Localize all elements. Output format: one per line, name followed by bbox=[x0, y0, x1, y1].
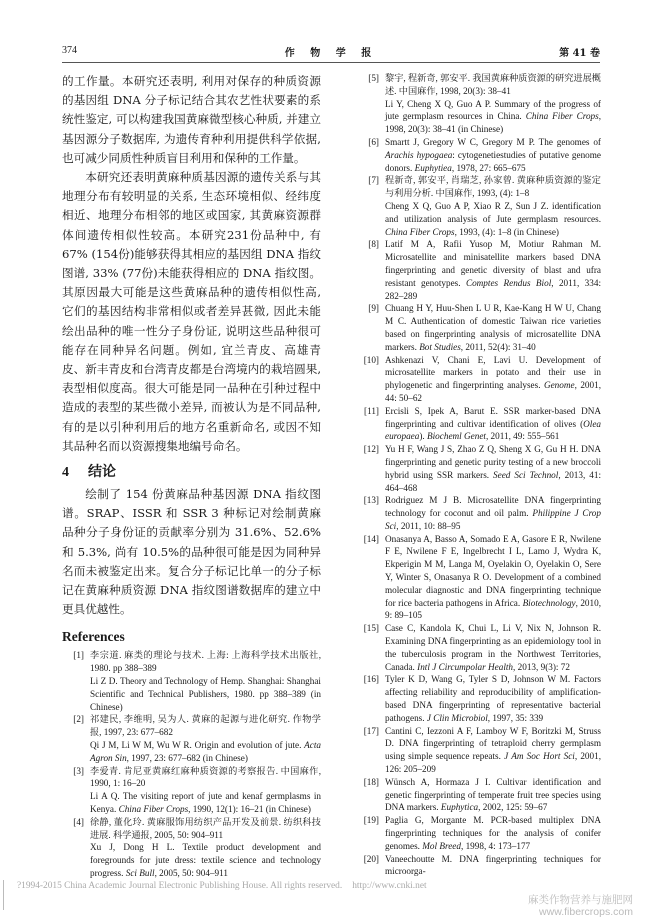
reference-number: [2] bbox=[73, 714, 84, 725]
reference-chinese: 李宗道. 麻类的理论与技术. 上海: 上海科学技术出版社, 1980. pp 388–389 bbox=[90, 650, 321, 674]
reference-number: [12] bbox=[363, 444, 379, 455]
reference-italic: J Clin Microbiol bbox=[426, 712, 488, 723]
reference-text: Qi J M, Li W M, Wu W R. Origin and evolution of jute. bbox=[90, 740, 305, 751]
reference-english bbox=[385, 405, 601, 443]
reference-body bbox=[385, 443, 601, 494]
reference-text: , 1997, 23: 677–682 (in Chinese) bbox=[126, 752, 248, 763]
reference-italic: Acta Agron Sin bbox=[90, 740, 321, 763]
reference-chinese: 李爱青. 肯尼亚黄麻红麻种质资源的考察报告. 中国麻作, 1990, 1: 16–20 bbox=[90, 765, 321, 789]
references-heading: References bbox=[62, 629, 125, 645]
reference-body bbox=[385, 405, 601, 443]
reference-number: [7] bbox=[368, 175, 379, 186]
reference-english bbox=[90, 739, 321, 765]
reference-text: Tyler K D, Wang G, Tyler S D, Johnson W M. Factors affecting reliability and reproducibility of amplification-based DNA fingerprinting of representative bacterial pathogens. bbox=[385, 674, 601, 723]
reference-text: Yu H F, Wang J S, Zhao Z Q, Sheng X G, Gu H H. DNA fingerprinting and genetic purity testing of a new broccoli hybrid using SSR markers. bbox=[385, 444, 601, 480]
reference-number: [6] bbox=[368, 136, 379, 147]
reference-item bbox=[357, 494, 601, 532]
reference-number: [14] bbox=[363, 533, 379, 544]
reference-italic: Seed Sci Technol bbox=[493, 469, 559, 480]
volume-label: 第 41 卷 bbox=[559, 48, 600, 59]
reference-text: Smartt J, Gregory W C, Gregory M P. The genomes of bbox=[385, 136, 601, 147]
reference-text: Cantini C, Iezzoni A F, Lamboy W F, Boritzki M, Struss D. DNA fingerprinting of tetraploid cherry germplasm using simple sequence repeats. bbox=[385, 725, 601, 762]
reference-english bbox=[385, 238, 601, 302]
reference-number: [19] bbox=[363, 815, 379, 826]
body-paragraph: 本研究还表明黄麻种质基因源的遗传关系与其地理分布有较明显的关系, 生态环境相似、经纬度相近、地理分布相邻的地区或国家, 其黄麻资源群体间遗传相似性较高。本研究231份品种中, 有67% (154份)能够获得其相应的基因组 DNA 指纹图谱, 33% (77份)未能获得相应的 DNA 指纹图。其原因最大可能是这些黄麻品种的遗传相似性高, 它们的基因结构非常相似或者差异甚微, 因此未能绘出品种的唯一性分子身份证, 说明这些品种很可能存在同种异名问题。例如, 宜兰青皮、高雄青皮、新丰青皮和台湾青皮都是台湾境内的栽培圆果, 表型相似度高。很大可能是同一品种在引种过程中造成的表型的某些微小差异, 而被认为是不同品种, 有的是以引种利用后的地方名重新命名, 或因不知其品种名而以资源搜集地编号命名。 bbox=[62, 170, 321, 453]
reference-number: [17] bbox=[363, 725, 379, 736]
reference-italic: Euphytiea bbox=[414, 162, 452, 173]
reference-english bbox=[385, 533, 601, 623]
reference-text: , 2011, 52(4): 31–40 bbox=[460, 341, 536, 352]
reference-text: Ashkenazi V, Chani E, Lavi U. Development of microsatellite markers in potato and their use in phylogenetic and fingerprinting analyses. bbox=[385, 354, 601, 391]
footer-copyright bbox=[17, 881, 427, 892]
reference-english bbox=[385, 494, 601, 532]
reference-text: , 2002, 125: 59–67 bbox=[478, 802, 548, 813]
reference-english bbox=[385, 853, 601, 879]
page-edge-line bbox=[3, 880, 4, 910]
reference-italic: Olea europaea bbox=[385, 418, 601, 442]
reference-number: [1] bbox=[73, 650, 84, 661]
reference-item bbox=[62, 816, 321, 880]
section-heading bbox=[62, 462, 321, 483]
reference-body bbox=[90, 765, 321, 816]
reference-text: Wünsch A, Hormaza J I. Cultivar identification and genetic fingerprinting of temperate fruit tree species using DNA markers. bbox=[385, 776, 601, 813]
reference-text: , 2011, 49: 555–561 bbox=[485, 431, 560, 442]
reference-item bbox=[357, 533, 601, 623]
reference-text: Cheng X Q, Guo A P, Xiao R Z, Sun J Z. identification and utilization analysis of Jute germplasm resources. bbox=[385, 200, 601, 224]
reference-text: Paglia G, Morgante M. PCR-based multiplex DNA fingerprinting techniques for the analysis of conifer genomes. bbox=[385, 815, 601, 851]
reference-italic: Euphytica bbox=[440, 802, 479, 813]
reference-number: [13] bbox=[363, 495, 379, 506]
reference-body bbox=[90, 713, 321, 764]
reference-english bbox=[385, 200, 601, 238]
reference-italic: Genome bbox=[543, 380, 575, 391]
reference-body bbox=[385, 814, 601, 852]
reference-number: [20] bbox=[363, 853, 379, 864]
reference-italic: Philippine J Crop Sci bbox=[385, 508, 601, 531]
reference-body bbox=[385, 622, 601, 673]
reference-text: , 2001, 126: 205–209 bbox=[385, 751, 602, 775]
reference-item bbox=[357, 443, 601, 494]
reference-item bbox=[357, 776, 601, 814]
cnki-link[interactable]: http://www.cnki.net bbox=[352, 881, 427, 891]
conclusion-paragraph: 绘制了 154 份黄麻品种基因源 DNA 指纹图谱。SRAP、ISSR 和 SSR 3 种标记对绘制黄麻品种分子身份证的贡献率分别为 31.6%、52.6%和 5.3%, 尚有 10.5%的品种很可能是因为同种异名而未被鉴定出来。复合分子标记比单一的分子标记在黄麻种质资源 DNA 指纹图谱数据库的建立中更具优越性。 bbox=[62, 487, 321, 617]
reference-body bbox=[385, 238, 601, 302]
journal-title: 作 物 学 报 bbox=[284, 48, 378, 59]
reference-text: Chuang H Y, Huu-Shen L U R, Kae-Kang H W U, Chang M C. Authentication of domestic Taiwan rice varieties based on fingerprinting analysis of microsatellite DNA markers. bbox=[385, 303, 601, 352]
section-title: 结论 bbox=[88, 464, 116, 481]
page-number: 374 bbox=[62, 45, 77, 56]
reference-italic: J Am Soc Hort Sci bbox=[504, 751, 575, 762]
reference-body bbox=[90, 816, 321, 880]
reference-text: , 1978, 27: 665–675 bbox=[451, 162, 526, 173]
reference-body bbox=[385, 776, 601, 814]
reference-text: , 2011, 334: 282–289 bbox=[385, 277, 601, 301]
reference-italic: Bot Studies bbox=[419, 341, 461, 352]
reference-english bbox=[385, 98, 601, 136]
reference-italic: Mol Breed bbox=[422, 840, 461, 851]
reference-item bbox=[62, 765, 321, 816]
reference-item bbox=[357, 622, 601, 673]
reference-italic: China Fiber Crops bbox=[385, 226, 455, 237]
reference-italic: China Fiber Crops bbox=[118, 804, 189, 815]
reference-chinese: 徐静, 董化玲. 黄麻服饰用纺织产品开发及前景. 纺织科技进展. 科学通报, 2005, 50: 904–911 bbox=[90, 816, 321, 840]
reference-english bbox=[385, 354, 601, 405]
reference-body bbox=[385, 673, 601, 724]
right-column bbox=[357, 72, 601, 877]
reference-number: [8] bbox=[368, 239, 379, 250]
reference-italic: China Fiber Crops bbox=[525, 111, 599, 122]
reference-number: [5] bbox=[368, 73, 379, 83]
reference-text: , 2013, 41: 464–468 bbox=[385, 469, 601, 493]
reference-body bbox=[385, 302, 601, 353]
reference-english bbox=[90, 841, 321, 879]
reference-body bbox=[385, 72, 601, 136]
reference-text: Case C, Kandola K, Chui L, Li V, Nix N, Johnson R. Examining DNA fingerprinting as an epidemiology tool in the tuberculosis program in the Northwest Territories, Canada. bbox=[385, 623, 601, 672]
reference-item bbox=[357, 72, 601, 136]
reference-list-left bbox=[62, 649, 321, 879]
reference-english bbox=[385, 136, 601, 174]
reference-item bbox=[357, 814, 601, 852]
reference-text: Li Y, Cheng X Q, Guo A P. Summary of the progress of jute germplasm resources in China. bbox=[385, 98, 601, 122]
reference-english bbox=[90, 675, 321, 713]
reference-body bbox=[385, 725, 601, 776]
reference-text: Onasanya A, Basso A, Somado E A, Gasore E R, Nwilene F E, Nwilene F E, Ingelbrecht I L, Lamo J, Wydra K, Ekperigin M M, Langa M, Oyelakin O, Oyelakin O, Sere Y, Winter S, Onasanya R O. Development of a combined molecular diagnostic and DNA fingerprinting technique for rice bacteria pathogens in Africa. bbox=[385, 533, 601, 608]
reference-italic: Arachis hypogaea bbox=[385, 149, 453, 160]
reference-english bbox=[385, 776, 601, 814]
reference-item bbox=[62, 713, 321, 764]
reference-item bbox=[357, 136, 601, 174]
reference-list-right bbox=[357, 72, 601, 878]
reference-body bbox=[385, 174, 601, 238]
reference-text: , 1998, 4: 173–177 bbox=[460, 840, 531, 851]
reference-italic: Biocheml Genet bbox=[427, 431, 486, 442]
reference-body bbox=[385, 853, 601, 879]
reference-english bbox=[90, 790, 321, 816]
reference-number: [16] bbox=[363, 674, 379, 685]
reference-text: ). bbox=[419, 431, 428, 442]
reference-item bbox=[357, 853, 601, 879]
reference-number: [18] bbox=[363, 776, 379, 787]
reference-item bbox=[62, 649, 321, 713]
reference-body bbox=[385, 136, 601, 174]
reference-text: Latif M A, Rafii Yusop M, Motiur Rahman M. Microsatellite and minisatellite markers based DNA fingerprinting and genetic diversity of blast and ufra resistant genotypes. bbox=[385, 239, 601, 288]
reference-text: Vaneechoutte M. DNA fingerprinting techniques for microorga- bbox=[385, 853, 601, 877]
reference-italic: Biotechnology bbox=[522, 597, 576, 608]
reference-text: : cytogenetiestudies of putative genome donors. bbox=[385, 149, 601, 173]
reference-item bbox=[357, 725, 601, 776]
copyright-text: ?1994-2015 China Academic Journal Electronic Publishing House. All rights reserved. bbox=[17, 881, 343, 891]
watermark-text: 麻类作物营养与施肥网 bbox=[528, 894, 633, 906]
reference-body bbox=[385, 354, 601, 405]
section-number: 4 bbox=[62, 465, 69, 481]
reference-text: Xu J, Dong H L. Textile product development and foregrounds for jute dress: textile science and technology progress. bbox=[90, 842, 321, 879]
reference-text: , 1990, 12(1): 16–21 (in Chinese) bbox=[188, 804, 311, 815]
reference-number: [11] bbox=[364, 405, 379, 416]
reference-number: [9] bbox=[368, 303, 379, 314]
reference-item bbox=[357, 405, 601, 443]
reference-english bbox=[385, 725, 601, 776]
reference-text: Li A Q. The visiting report of jute and kenaf germplasms in Kenya. bbox=[90, 791, 321, 815]
reference-chinese: 程新奇, 郭安平, 肖瑞芝, 孙家曾. 黄麻种质资源的鉴定与利用分析. 中国麻作, 1993, (4): 1–8 bbox=[385, 175, 601, 199]
reference-text: , 1997, 35: 339 bbox=[487, 712, 544, 723]
reference-text: , 1998, 20(3): 38–41 (in Chinese) bbox=[385, 111, 602, 135]
reference-text: Rodriguez M J B. Microsatellite DNA fingerprinting technology for coconut and oil palm. bbox=[385, 495, 601, 519]
watermark bbox=[528, 894, 633, 918]
reference-text: , 2001, 44: 50–62 bbox=[385, 380, 602, 403]
reference-number: [15] bbox=[363, 623, 379, 634]
watermark-url: www.fibercrops.com bbox=[539, 906, 633, 918]
reference-number: [10] bbox=[363, 354, 379, 365]
reference-item bbox=[357, 238, 601, 302]
reference-english bbox=[385, 302, 601, 353]
reference-text: Li Z D. Theory and Technology of Hemp. Shanghai: Shanghai Scientific and Technical Publishers, 1980. pp 388–389 (in Chinese) bbox=[90, 676, 321, 712]
reference-body bbox=[385, 494, 601, 532]
reference-text: , 2005, 50: 904–911 bbox=[154, 868, 228, 879]
reference-english bbox=[385, 622, 601, 673]
reference-english bbox=[385, 443, 601, 494]
reference-text: , 2013, 9(3): 72 bbox=[513, 661, 570, 672]
reference-number: [3] bbox=[73, 765, 84, 776]
left-column bbox=[62, 72, 321, 877]
reference-text: , 1993, (4): 1–8 (in Chinese) bbox=[454, 226, 559, 237]
reference-italic: Sci Bull bbox=[125, 868, 155, 879]
reference-item bbox=[357, 354, 601, 405]
reference-chinese: 黎宇, 程新奇, 郭安平. 我国黄麻种质资源的研究进展概述. 中国麻作, 1998, 20(3): 38–41 bbox=[385, 73, 601, 96]
reference-text: , 2010, 9: 89–105 bbox=[385, 597, 602, 621]
reference-english bbox=[385, 673, 601, 724]
reference-item bbox=[357, 302, 601, 353]
page-header bbox=[62, 43, 600, 63]
reference-italic: Comptes Rendus Biol bbox=[465, 277, 552, 288]
body-paragraph: 的工作量。本研究还表明, 利用对保存的种质资源的基因组 DNA 分子标记结合其农艺性状要素的系统性鉴定, 可以构建我国黄麻微型核心种质, 并建立基因源分子数据库, 为遗传育种利用提供科学依据, 也可减少同质性种质盲目利用和保种的工作量。 bbox=[62, 74, 321, 165]
reference-body bbox=[385, 533, 601, 623]
reference-number: [4] bbox=[73, 816, 84, 827]
reference-body bbox=[90, 649, 321, 713]
reference-english bbox=[385, 814, 601, 852]
reference-chinese: 祁建民, 李维明, 吴为人. 黄麻的起源与进化研究. 作物学报, 1997, 23: 677–682 bbox=[90, 714, 321, 738]
reference-item bbox=[357, 174, 601, 238]
reference-italic: Intl J Circumpolar Health bbox=[417, 661, 514, 672]
reference-text: , 2011, 10: 88–95 bbox=[396, 520, 461, 531]
reference-text: Ercisli S, Ipek A, Barut E. SSR marker-based DNA fingerprinting and cultivar identification of olives ( bbox=[385, 405, 601, 429]
reference-item bbox=[357, 673, 601, 724]
